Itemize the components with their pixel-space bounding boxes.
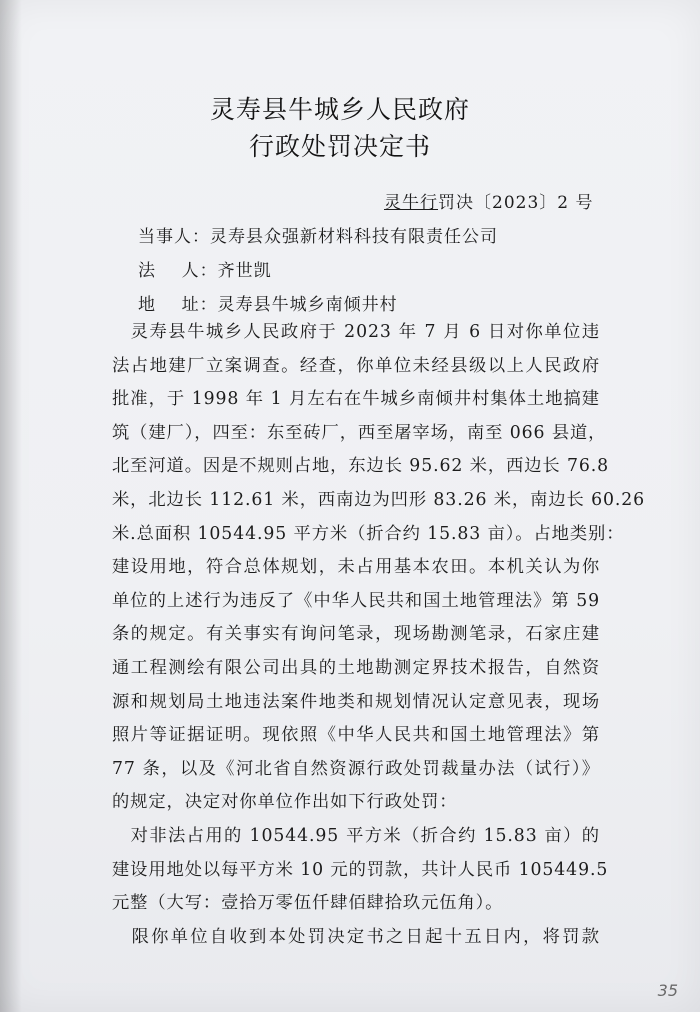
party-line: 当事人：灵寿县众强新材料科技有限责任公司 bbox=[138, 227, 498, 247]
body-line: 元整（大写：壹拾万零伍仟肆佰肆拾玖元伍角）。 bbox=[112, 893, 504, 914]
body-line: 条的规定。有关事实有询问笔录，现场勘测笔录，石家庄建 bbox=[112, 624, 600, 645]
body-line: 限你单位自收到本处罚决定书之日起十五日内，将罚款 bbox=[112, 926, 600, 947]
address-line: 地 址：灵寿县牛城乡南倾井村 bbox=[138, 295, 398, 315]
document-number bbox=[384, 188, 593, 213]
legal-rep-line: 法 人：齐世凯 bbox=[138, 261, 272, 281]
body-line: 批准，于 1998 年 1 月左右在牛城乡南倾井村集体土地搞建 bbox=[112, 389, 600, 410]
document-title-line1: 灵寿县牛城乡人民政府 bbox=[209, 95, 470, 124]
body-line: 米，北边长 112.61 米，西南边为凹形 83.26 米，南边长 60.26 bbox=[112, 489, 646, 510]
body-line: 米.总面积 10544.95 平方米（折合约 15.83 亩）。占地类别： bbox=[112, 523, 625, 544]
body-line: 通工程测绘有限公司出具的土地勘测定界技术报告，自然资 bbox=[112, 657, 600, 678]
body-line: 77 条，以及《河北省自然资源行政处罚裁量办法（试行）》 bbox=[112, 758, 600, 779]
body-line: 的规定，决定对你单位作出如下行政处罚： bbox=[112, 792, 458, 813]
page-number: 35 bbox=[657, 981, 678, 1000]
body-line: 单位的上述行为违反了《中华人民共和国土地管理法》第 59 bbox=[112, 590, 600, 611]
body-line: 法占地建厂立案调查。经查，你单位未经县级以上人民政府 bbox=[112, 355, 600, 376]
document-number-rest: 罚决〔2023〕2 号 bbox=[438, 193, 594, 213]
body-line: 北至河道。因是不规则占地，东边长 95.62 米，西边长 76.8 bbox=[112, 456, 610, 477]
body-line: 建设用地，符合总体规划，未占用基本农田。本机关认为你 bbox=[112, 557, 600, 578]
body-line: 源和规划局土地违法案件地类和规划情况认定意见表，现场 bbox=[112, 691, 600, 712]
body-line: 对非法占用的 10544.95 平方米（折合约 15.83 亩）的 bbox=[112, 825, 600, 846]
document-title-line2: 行政处罚决定书 bbox=[248, 132, 431, 161]
decision-body bbox=[112, 316, 646, 954]
document-number-prefix: 灵牛行 bbox=[384, 193, 438, 213]
body-line: 灵寿县牛城乡人民政府于 2023 年 7 月 6 日对你单位违 bbox=[112, 322, 600, 342]
body-line: 建设用地处以每平方米 10 元的罚款，共计人民币 105449.5 bbox=[112, 859, 609, 880]
body-line: 筑（建厂），四至：东至砖厂，西至屠宰场，南至 066 县道， bbox=[112, 422, 607, 443]
body-line: 照片等证据证明。现依照《中华人民共和国土地管理法》第 bbox=[112, 725, 600, 746]
